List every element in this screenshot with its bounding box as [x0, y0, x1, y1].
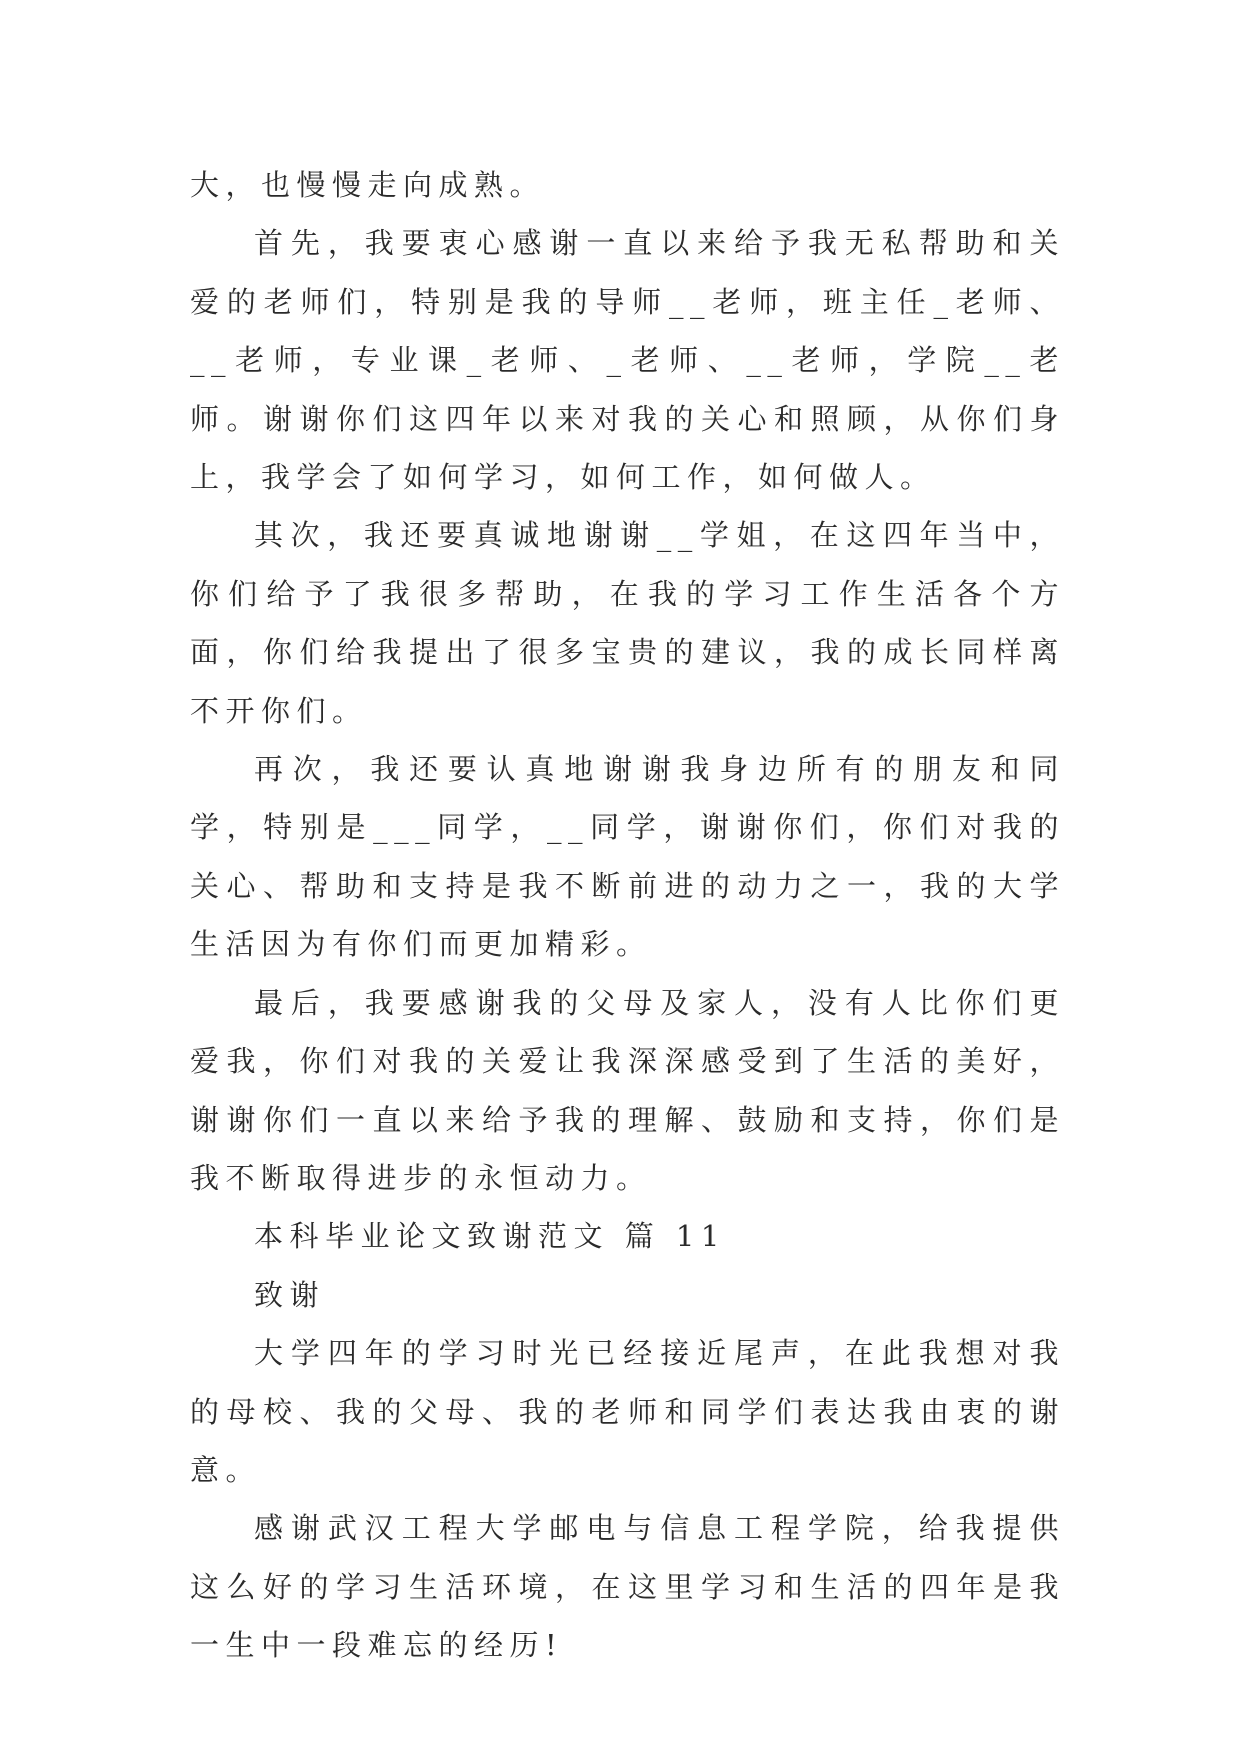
paragraph-thanks-school: 感谢武汉工程大学邮电与信息工程学院，给我提供这么好的学习生活环境，在这里学习和生活的四年是我一生中一段难忘的经历!: [190, 1511, 1065, 1663]
document-body: [190, 156, 1065, 1675]
section-heading: 本科毕业论文致谢范文 篇 11: [254, 1219, 726, 1254]
section-subheading: 致谢: [254, 1277, 326, 1312]
paragraph-intro: 大学四年的学习时光已经接近尾声，在此我想对我的母校、我的父母、我的老师和同学们表达我由衷的谢意。: [190, 1336, 1065, 1487]
paragraph-thanks-friends: 再次，我还要认真地谢谢我身边所有的朋友和同学，特别是___同学，__同学，谢谢你们，你们对我的关心、帮助和支持是我不断前进的动力之一，我的大学生活因为有你们而更加精彩。: [190, 752, 1065, 962]
paragraph-thanks-teachers: 首先，我要衷心感谢一直以来给予我无私帮助和关爱的老师们，特别是我的导师__老师，班主任_老师、__老师，专业课_老师、_老师、__老师，学院__老师。谢谢你们这四年以来对我的关心和照顾，从你们身上，我学会了如何学习，如何工作，如何做人。: [190, 226, 1065, 495]
paragraph-thanks-seniors: 其次，我还要真诚地谢谢__学姐，在这四年当中，你们给予了我很多帮助，在我的学习工作生活各个方面，你们给我提出了很多宝贵的建议，我的成长同样离不开你们。: [190, 518, 1065, 728]
paragraph-continuation: 大，也慢慢走向成熟。: [190, 168, 546, 202]
paragraph-thanks-parents: 最后，我要感谢我的父母及家人，没有人比你们更爱我，你们对我的关爱让我深深感受到了生活的美好，谢谢你们一直以来给予我的理解、鼓励和支持，你们是我不断取得进步的永恒动力。: [190, 985, 1065, 1195]
